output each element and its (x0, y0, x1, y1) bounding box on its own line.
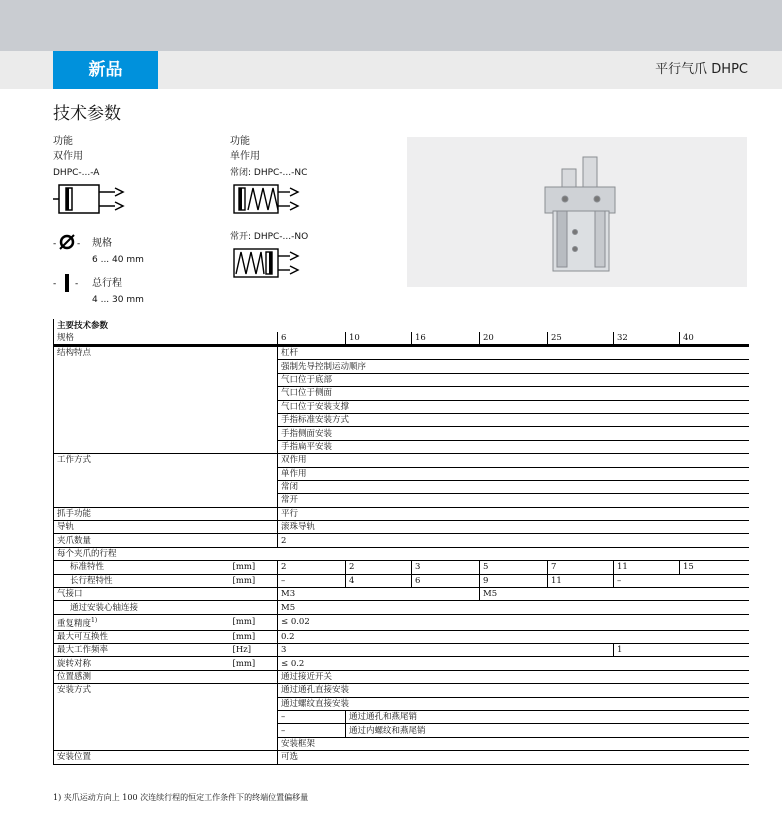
port2-label: 通过安装心轴连接 (54, 601, 278, 614)
normally-closed-symbol-icon (230, 180, 305, 218)
size-col: 32 (614, 332, 680, 346)
design-item: 气口位于底部 (278, 373, 749, 386)
design-item: 气口位于侧面 (278, 387, 749, 400)
pos-value: 可选 (278, 751, 749, 764)
product-name: 平行气爪 DHPC (655, 62, 748, 77)
std-val: 7 (548, 561, 614, 574)
port-value-a: M3 (278, 588, 480, 601)
mount-dash: – (278, 724, 346, 737)
jaws-value: 2 (278, 534, 749, 547)
footnote: 1) 夹爪运动方向上 100 次连续行程的恒定工作条件下的终端位置偏移量 (53, 793, 309, 802)
design-item: 手指扁平安装 (278, 440, 749, 453)
rot-value: ≤ 0.2 (278, 657, 749, 670)
rot-label: 旋转对称 (54, 657, 230, 670)
std-val: 3 (412, 561, 480, 574)
long-label: 长行程特性 (54, 574, 230, 587)
rep-value: ≤ 0.02 (278, 614, 749, 630)
pos-label: 安装位置 (54, 751, 278, 764)
size-col: 10 (346, 332, 412, 346)
inter-unit: [mm] (230, 630, 278, 643)
table-title: 主要技术参数 (54, 319, 749, 332)
std-val: 11 (614, 561, 680, 574)
normally-open-symbol-icon (230, 244, 305, 282)
design-item: 手指侧面安装 (278, 427, 749, 440)
mount-label: 安装方式 (54, 684, 278, 751)
long-val: 11 (548, 574, 614, 587)
size-col: 16 (412, 332, 480, 346)
long-val: – (614, 574, 749, 587)
long-unit: [mm] (230, 574, 278, 587)
func2-title: 功能 (230, 136, 250, 147)
design-item: 气口位于安装支撑 (278, 400, 749, 413)
long-val: 9 (480, 574, 548, 587)
guide-label: 导轨 (54, 521, 278, 534)
size-col: 25 (548, 332, 614, 346)
size-col: 20 (480, 332, 548, 346)
size-value: 6 ... 40 mm (92, 255, 144, 265)
func2-subtitle: 单作用 (230, 151, 260, 162)
svg-text:-: - (77, 239, 81, 249)
mount-item: 通过内螺纹和燕尾销 (346, 724, 749, 737)
svg-text:-: - (53, 279, 57, 289)
func1-title: 功能 (53, 136, 73, 147)
port-label: 气接口 (54, 588, 278, 601)
grip-label: 抓手功能 (54, 507, 278, 520)
rot-unit: [mm] (230, 657, 278, 670)
rep-label: 重复精度$^{1)}$ (54, 614, 230, 630)
freq-label: 最大工作频率 (54, 644, 230, 657)
design-item: 杠杆 (278, 346, 749, 360)
size-header: 规格 (54, 332, 278, 346)
freq-unit: [Hz] (230, 644, 278, 657)
freq-value-b: 1 (614, 644, 749, 657)
svg-text:-: - (75, 279, 79, 289)
mount-item: 安装框架 (278, 737, 749, 750)
design-item: 手指标准安装方式 (278, 413, 749, 426)
std-label: 标准特性 (54, 561, 230, 574)
std-val: 15 (680, 561, 749, 574)
mount-dash: – (278, 710, 346, 723)
mode-item: 常开 (278, 494, 749, 507)
size-col: 6 (278, 332, 346, 346)
top-bar (0, 0, 782, 51)
size-label: 规格 (92, 238, 112, 249)
inter-label: 最大可互换性 (54, 630, 230, 643)
design-item: 强制先导控制运动顺序 (278, 360, 749, 373)
new-badge: 新品 (53, 51, 158, 89)
product-photo (407, 137, 747, 287)
inter-value: 0.2 (278, 630, 749, 643)
sense-label: 位置感测 (54, 670, 278, 683)
func2-no: 常开: DHPC-...-NO (230, 232, 309, 242)
diameter-icon (53, 233, 83, 251)
mode-item: 常闭 (278, 480, 749, 493)
func1-subtitle: 双作用 (53, 151, 83, 162)
jaws-label: 夹爪数量 (54, 534, 278, 547)
size-col: 40 (680, 332, 749, 346)
long-val: – (278, 574, 346, 587)
mount-item: 通过通孔直接安装 (278, 684, 749, 697)
long-val: 6 (412, 574, 480, 587)
design-label: 结构特点 (54, 346, 278, 454)
freq-value-a: 3 (278, 644, 614, 657)
stroke-group-label: 每个夹爪的行程 (54, 547, 749, 560)
section-title: 技术参数 (53, 104, 121, 124)
mode-item: 双作用 (278, 454, 749, 467)
stroke-icon (53, 273, 83, 293)
port-value-b: M5 (480, 588, 749, 601)
double-acting-symbol-icon (53, 180, 128, 218)
long-val: 4 (346, 574, 412, 587)
mode-item: 单作用 (278, 467, 749, 480)
std-val: 2 (346, 561, 412, 574)
std-val: 2 (278, 561, 346, 574)
rep-unit: [mm] (230, 614, 278, 630)
std-unit: [mm] (230, 561, 278, 574)
func1-code: DHPC-...-A (53, 168, 100, 178)
port2-value: M5 (278, 601, 749, 614)
mount-item: 通过螺纹直接安装 (278, 697, 749, 710)
mode-label: 工作方式 (54, 454, 278, 508)
tech-data-table (53, 319, 749, 765)
std-val: 5 (480, 561, 548, 574)
guide-value: 滚珠导轨 (278, 521, 749, 534)
func2-nc: 常闭: DHPC-...-NC (230, 168, 308, 178)
mount-item: 通过通孔和燕尾销 (346, 710, 749, 723)
gripper-image (407, 137, 747, 287)
stroke-label: 总行程 (92, 278, 122, 289)
grip-value: 平行 (278, 507, 749, 520)
sense-value: 通过接近开关 (278, 670, 749, 683)
svg-text:-: - (53, 239, 57, 249)
stroke-value: 4 ... 30 mm (92, 295, 144, 305)
